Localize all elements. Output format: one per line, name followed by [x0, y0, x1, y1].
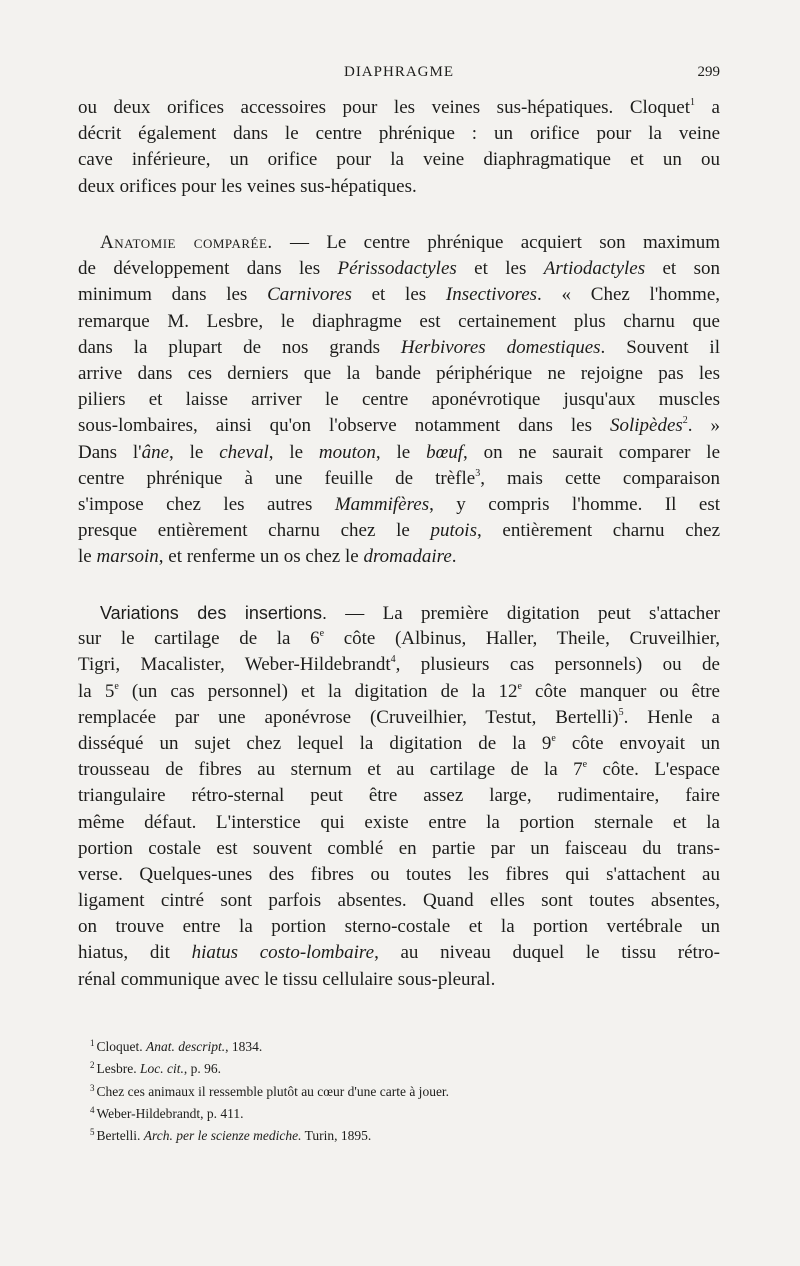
text-line: piliers et laisse arriver le centre aponévrotique jusqu'aux muscles [78, 389, 720, 411]
paragraph-continuation [78, 95, 720, 200]
text-line: ligament cintré sont parfois absentes. Quand elles sont toutes absentes, [78, 890, 720, 912]
text-line: le marsoin, et renferme un os chez le dromadaire. [78, 546, 457, 568]
text-line: arrive dans ces derniers que la bande périphérique ne rejoigne pas les [78, 362, 720, 384]
text-line: Anatomie comparée. — Le centre phrénique acquiert son maximum [100, 232, 720, 253]
footnote-ref: 4 [390, 654, 396, 666]
text-line: remarque M. Lesbre, le diaphragme est certainement plus charnu que [78, 310, 720, 332]
text-line: hiatus, dit hiatus costo-lombaire, au niveau duquel le tissu rétro- [78, 942, 720, 964]
page-number: 299 [697, 64, 720, 80]
footnote: $^5$ Bertelli. Arch. per le scienze mediche. Turin, 1895. [90, 1127, 372, 1144]
footnote-ref: 1 [690, 97, 695, 108]
footnote-ref: 3 [475, 467, 481, 479]
text-line: dans la plupart de nos grands Herbivores domestiques. Souvent il [78, 336, 720, 358]
text-line: s'impose chez les autres Mammifères, y compris l'homme. Il est [78, 493, 720, 515]
footnote: $^4$ Weber-Hildebrandt, p. 411. [90, 1104, 244, 1121]
footnote: $^1$ Cloquet. Anat. descript., 1834. [90, 1038, 263, 1054]
text-line: cave inférieure, un orifice pour la veine diaphragmatique et un ou [78, 149, 720, 171]
text-line: rénal communique avec le tissu cellulaire sous-pleural. [78, 968, 496, 990]
page-header [78, 62, 720, 84]
text-line: Tigri, Macalister, Weber-Hildebrandt$^4$, plusieurs cas personnels) ou de [78, 654, 720, 676]
text-line: portion costale est souvent comblé en partie par un faisceau du trans- [78, 837, 720, 859]
section-heading: Variations des insertions. [100, 603, 327, 623]
footnote-ref: 2 [682, 415, 688, 427]
text-line: verse. Quelques-unes des fibres ou toutes les fibres qui s'attachent au [78, 863, 720, 885]
text-line: remplacée par une aponévrose (Cruveilhier, Testut, Bertelli)$^5$. Henle a [78, 706, 720, 728]
text-line: centre phrénique à une feuille de trèfle$^3$, mais cette comparaison [78, 467, 720, 489]
running-title: DIAPHRAGME [343, 64, 454, 80]
text-line: Variations des insertions. — La première digitation peut s'attacher [100, 603, 720, 624]
text-line: ou deux orifices accessoires pour les veines sus-hépatiques. Cloquet$^1$ a [78, 97, 720, 118]
footnote: $^3$ Chez ces animaux il ressemble plutôt au cœur d'une carte à jouer. [90, 1082, 450, 1099]
text-line: Dans l'âne, le cheval, le mouton, le bœuf, on ne saurait comparer le [78, 441, 721, 463]
text-line: même défaut. L'interstice qui existe entre la portion sternale et la [78, 811, 720, 833]
text-line: minimum dans les Carnivores et les Insectivores. « Chez l'homme, [78, 284, 720, 306]
text-line: disséqué un sujet chez lequel la digitation de la 9e côte envoyait un [78, 732, 720, 754]
text-line: presque entièrement charnu chez le putois, entièrement charnu chez [78, 520, 721, 542]
text-line: deux orifices pour les veines sus-hépatiques. [78, 175, 417, 197]
text-line: triangulaire rétro-sternal peut être assez large, rudimentaire, faire [78, 785, 720, 807]
text-line: de développement dans les Périssodactyles et les Artiodactyles et son [78, 258, 721, 280]
text-line: sur le cartilage de la 6e côte (Albinus, Haller, Theile, Cruveilhier, [78, 628, 720, 650]
paragraph-comparative-anatomy [78, 230, 720, 570]
text-line: la 5e (un cas personnel) et la digitation de la 12e côte manquer ou être [78, 680, 720, 702]
text-line: trousseau de fibres au sternum et au cartilage de la 7e côte. L'espace [78, 759, 720, 781]
section-heading: Anatomie comparée. [100, 232, 273, 253]
footnotes [90, 1034, 710, 1145]
footnote-ref: 5 [618, 706, 624, 718]
text-line: décrit également dans le centre phrénique : un orifice pour la veine [78, 123, 720, 145]
text-line: on trouve entre la portion sterno-costale et la portion vertébrale un [78, 916, 720, 938]
text-line: sous-lombaires, ainsi qu'on l'observe notamment dans les Solipèdes$^2$. » [78, 415, 720, 437]
footnote: $^2$ Lesbre. Loc. cit., p. 96. [90, 1060, 221, 1077]
paragraph-insertion-variations [78, 600, 720, 993]
